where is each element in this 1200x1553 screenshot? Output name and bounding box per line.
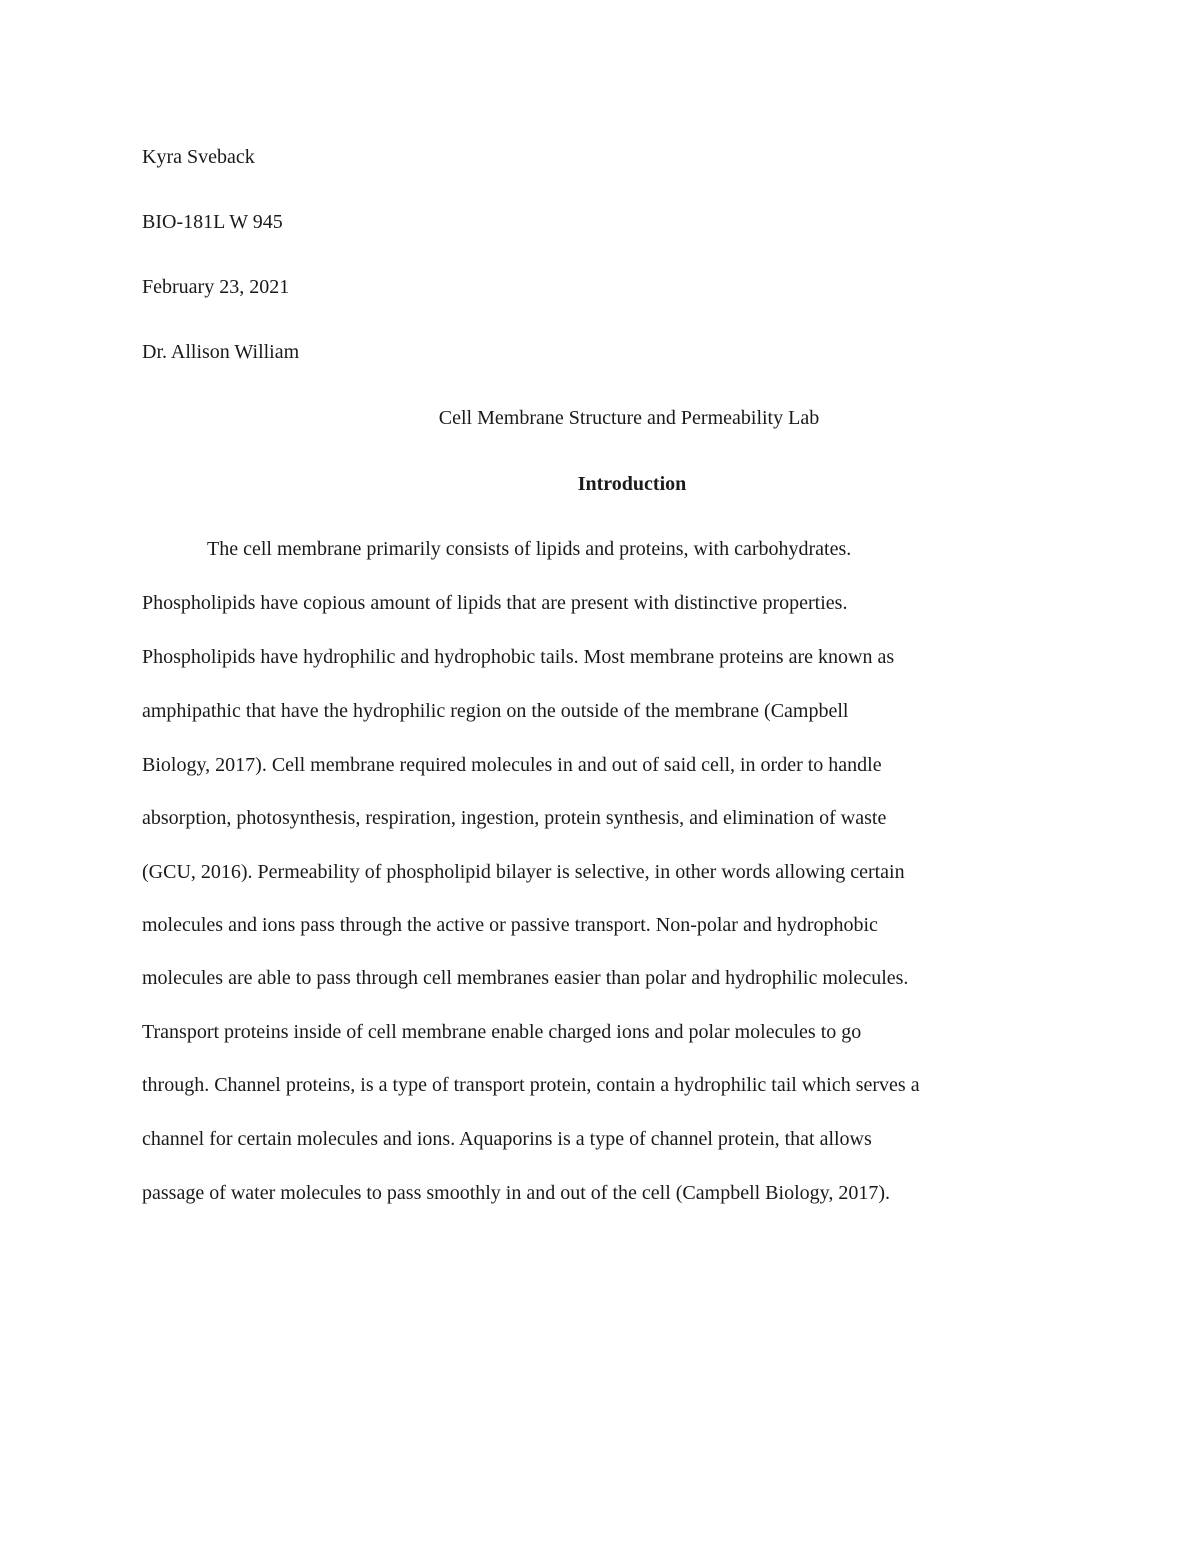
body-line: molecules are able to pass through cell membranes easier than polar and hydrophilic molecules. <box>142 967 909 989</box>
author-name: Kyra Sveback <box>142 146 255 168</box>
body-line: The cell membrane primarily consists of lipids and proteins, with carbohydrates. <box>207 538 852 560</box>
body-line: Phospholipids have copious amount of lipids that are present with distinctive properties. <box>142 592 848 614</box>
document-date: February 23, 2021 <box>142 276 290 298</box>
body-line: Phospholipids have hydrophilic and hydrophobic tails. Most membrane proteins are known as <box>142 646 895 668</box>
body-line: Biology, 2017). Cell membrane required molecules in and out of said cell, in order to handle <box>142 754 882 776</box>
body-line: through. Channel proteins, is a type of transport protein, contain a hydrophilic tail which serves a <box>142 1074 920 1096</box>
body-line: absorption, photosynthesis, respiration, ingestion, protein synthesis, and elimination of waste <box>142 807 887 829</box>
body-line: passage of water molecules to pass smoothly in and out of the cell (Campbell Biology, 2017). <box>142 1182 890 1204</box>
instructor-name: Dr. Allison William <box>142 341 300 363</box>
course-code: BIO-181L W 945 <box>142 211 283 233</box>
body-line: amphipathic that have the hydrophilic region on the outside of the membrane (Campbell <box>142 700 849 722</box>
section-heading-introduction: Introduction <box>577 473 687 495</box>
document-title: Cell Membrane Structure and Permeability Lab <box>438 407 820 429</box>
body-line: channel for certain molecules and ions. Aquaporins is a type of channel protein, that allows <box>142 1128 872 1150</box>
body-line: Transport proteins inside of cell membrane enable charged ions and polar molecules to go <box>142 1021 862 1043</box>
body-line: molecules and ions pass through the active or passive transport. Non-polar and hydrophobic <box>142 914 878 936</box>
body-line: (GCU, 2016). Permeability of phospholipid bilayer is selective, in other words allowing certain <box>142 861 905 883</box>
